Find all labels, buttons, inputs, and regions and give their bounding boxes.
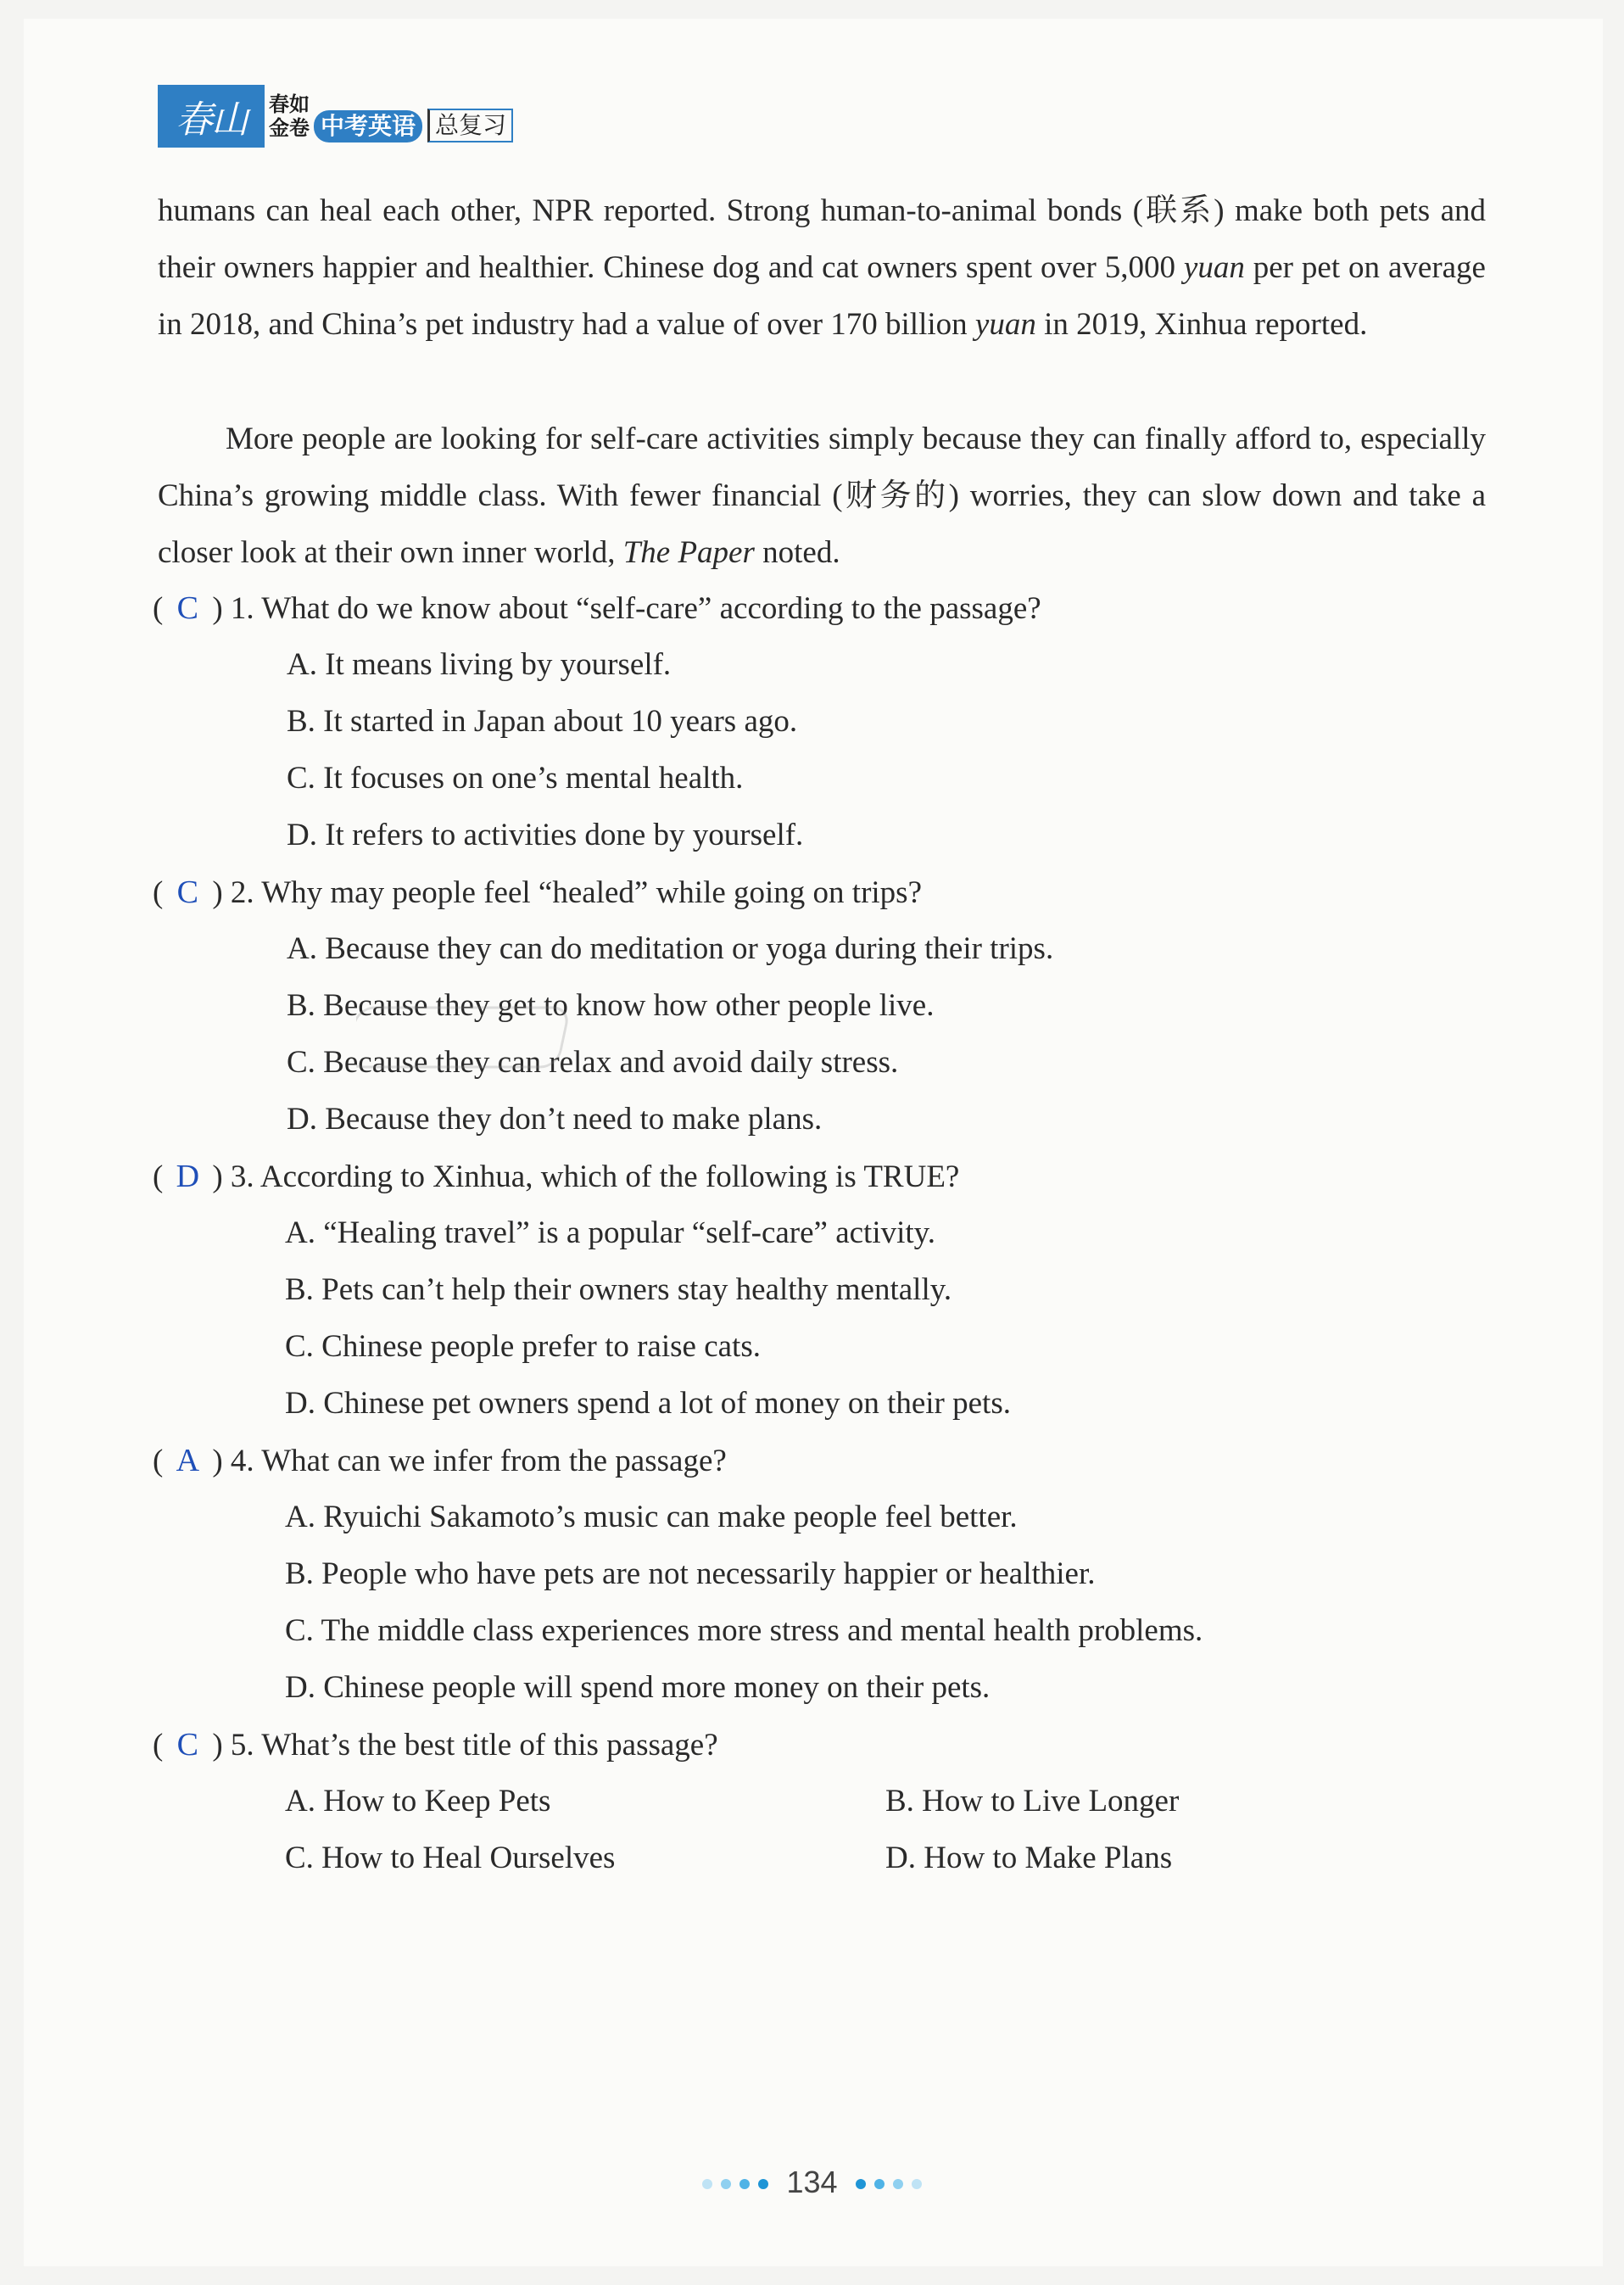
question-4-stem: ) 4. What can we infer from the passage? — [212, 1444, 727, 1478]
footer-dot-icon — [893, 2179, 903, 2189]
question-5: ( C ) 5. What’s the best title of this passage? — [153, 1727, 718, 1763]
section-label: 总复习 — [427, 109, 513, 142]
q2-option-b: B. Because they get to know how other people live. — [287, 988, 935, 1023]
p1-yuan-2: yuan — [974, 307, 1036, 342]
footer-dot-icon — [758, 2179, 768, 2189]
answer-5: C — [176, 1727, 198, 1763]
q3-option-c: C. Chinese people prefer to raise cats. — [285, 1329, 761, 1364]
page-sheet — [24, 19, 1603, 2266]
q5-option-a: A. How to Keep Pets — [285, 1784, 551, 1819]
series-title — [265, 85, 314, 148]
footer-dot-icon — [856, 2179, 866, 2189]
q1-option-c: C. It focuses on one’s mental health. — [287, 761, 744, 796]
passage-paragraph-2 — [158, 411, 1486, 581]
p1-text-c: in 2019, Xinhua reported. — [1035, 307, 1368, 342]
q1-option-d: D. It refers to activities done by yourself. — [287, 818, 804, 852]
question-5-stem: ) 5. What’s the best title of this passage? — [212, 1728, 718, 1763]
q3-option-d: D. Chinese pet owners spend a lot of money on their pets. — [285, 1386, 1011, 1421]
p2-text-b: noted. — [754, 535, 840, 570]
series-line-1: 春如 — [269, 92, 310, 116]
q4-option-b: B. People who have pets are not necessarily happier or healthier. — [285, 1556, 1096, 1591]
footer-dot-icon — [721, 2179, 731, 2189]
q2-option-c: C. Because they can relax and avoid daily stress. — [287, 1045, 899, 1080]
watermark-graphic — [356, 999, 577, 1075]
question-1-stem: ) 1. What do we know about “self-care” according to the passage? — [212, 591, 1041, 626]
brand-logo: 春山 — [158, 85, 265, 148]
p2-source: The Paper — [622, 535, 755, 570]
p1-text-a: humans can heal each other, NPR reported. Strong human-to-animal bonds (联系) make both pets and their owners happier and healthier. Chinese dog and cat owners spent over 5,000 — [158, 193, 1486, 285]
passage-paragraph-1 — [158, 182, 1486, 353]
question-3-stem: ) 3. According to Xinhua, which of the following is TRUE? — [212, 1159, 960, 1194]
question-1: ( C ) 1. What do we know about “self-care” according to the passage? — [153, 590, 1041, 626]
question-3: ( D ) 3. According to Xinhua, which of the following is TRUE? — [153, 1159, 960, 1194]
q4-option-c: C. The middle class experiences more stress and mental health problems. — [285, 1613, 1203, 1648]
footer-dot-icon — [874, 2179, 885, 2189]
answer-1: C — [176, 590, 198, 626]
q2-option-d: D. Because they don’t need to make plans. — [287, 1102, 823, 1137]
q4-option-d: D. Chinese people will spend more money on their pets. — [285, 1670, 991, 1705]
q3-option-a: A. “Healing travel” is a popular “self-care” activity. — [285, 1215, 936, 1250]
q3-option-b: B. Pets can’t help their owners stay healthy mentally. — [285, 1272, 952, 1307]
footer-dot-icon — [702, 2179, 712, 2189]
q5-option-d: D. How to Make Plans — [885, 1841, 1173, 1875]
answer-2: C — [176, 874, 198, 910]
answer-4: A — [176, 1443, 200, 1478]
answer-3: D — [176, 1159, 200, 1194]
question-4: ( A ) 4. What can we infer from the passage? — [153, 1443, 727, 1478]
footer-dot-icon — [739, 2179, 750, 2189]
question-2: ( C ) 2. Why may people feel “healed” while going on trips? — [153, 874, 923, 910]
page-footer — [0, 2165, 1624, 2200]
p2-text-a: More people are looking for self-care activities simply because they can finally afford to, especially China’s growing middle class. With fewer financial (财务的) worries, they can slow down and take a closer look at their own inner world, — [158, 422, 1486, 570]
p1-text-b: per pet on average in 2018, and China’s pet industry had a value of over 170 billion — [158, 250, 1486, 342]
q4-option-a: A. Ryuichi Sakamoto’s music can make people feel better. — [285, 1500, 1018, 1534]
series-line-2: 金卷 — [269, 116, 310, 140]
q5-option-b: B. How to Live Longer — [885, 1784, 1180, 1819]
q1-option-a: A. It means living by yourself. — [287, 647, 672, 682]
q5-option-c: C. How to Heal Ourselves — [285, 1841, 616, 1875]
p1-yuan-1: yuan — [1183, 250, 1245, 285]
footer-dot-icon — [912, 2179, 922, 2189]
subject-label: 中考英语 — [314, 110, 422, 142]
q1-option-b: B. It started in Japan about 10 years ago. — [287, 704, 798, 739]
question-2-stem: ) 2. Why may people feel “healed” while going on trips? — [212, 875, 923, 910]
q2-option-a: A. Because they can do meditation or yoga during their trips. — [287, 931, 1054, 966]
page-number: 134 — [786, 2165, 838, 2199]
header-banner — [158, 85, 513, 148]
